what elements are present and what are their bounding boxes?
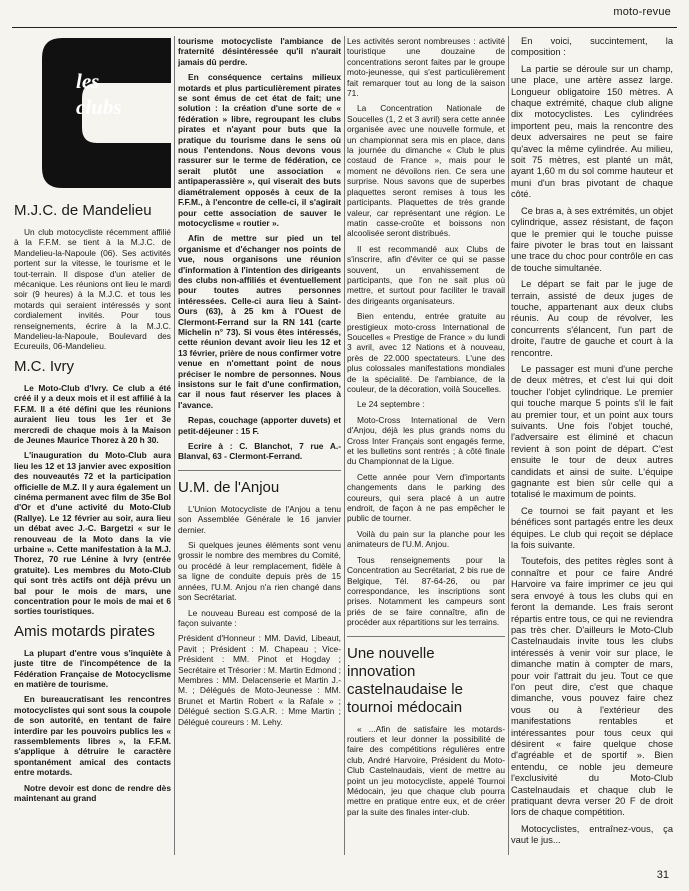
paragraph: Il est recommandé aux Clubs de s'inscrire, afin d'éviter ce qui se passe souvent, un envahissement de participants, que l'on ne sait plus où mettre, et surtout pour faciliter le travail des dirigeants organisateurs. (347, 243, 505, 306)
paragraph: La partie se déroule sur un champ, une place, une artère assez large. Longueur obligatoire 150 mètres. A chaque extrémité, chaque club aligne dix motocyclistes. Les cylindrées importent peu, mais la rencontre des deux adversaires ne peut se faire qu'avec la même cylindrée. Au milieu, soit 75 mètres, est planté un mât, ayant 1,60 m du sol comme hauteur et muni d'un bras pivotant de chaque côté. (511, 63, 673, 200)
section-title: Amis motards pirates (14, 622, 155, 640)
paragraph: Les activités seront nombreuses : activité touristique une douzaine de concentrations seront faites par le groupe moto-jeunesse, qui s'est particulièrement fait remarquer tout au long de la saison 71. (347, 36, 505, 99)
paragraph: L'inauguration du Moto-Club aura lieu les 12 et 13 janvier avec exposition des nouveautés 72 et la participation officielle de M.Z. Il y aura également un cinéma permanent avec film de 35e Bol d'Or et d'une activité du Moto-Club (Rallye). Le 12 février au soir, aura lieu un débat avec J.-C. Bargetzi « sur le renouveau de la Moto dans la vie urbaine ». Cette manifestation à la M.J. Thorez, 70 rue Lénine à Ivry (entrée gratuite). Les membres du Moto-Club qui sont très actifs ont déjà prévu un bal pour le mois de mars, une concentration pour le mois de mai et 6 sorties touristiques. (14, 450, 171, 617)
column-divider (344, 36, 345, 855)
paragraph: En voici, succintement, la composition : (511, 36, 673, 58)
section-title: M.C. Ivry (14, 357, 74, 375)
paragraph: Voilà du pain sur la planche pour les animateurs de l'U.M. Anjou. (347, 528, 505, 550)
column-divider (174, 36, 175, 855)
column-3 (347, 36, 505, 855)
logo-word-clubs: clubs (76, 95, 122, 119)
paragraph: Ce tournoi se fait payant et les bénéfices sont partagés entre les deux équipes. Le club qui reçoit se déplace la fois suivante. (511, 505, 673, 551)
section-title: Une nouvelle innovation castelnaudaise le tournoi médocain (347, 644, 463, 716)
paragraph: Le passager est muni d'une perche de deux mètres, et c'est lui qui doit toucher l'objet cylindrique. Le premier qui touche marque 5 points s'il le fait au premier tour, et un point aux tours suivants. Une fois l'objet touché, l'adversaire est éliminé et chacun revient à son point de départ. C'est ensuite le tour de deux autres candidats et ainsi de suite. L'équipe gagnante est bien sûr celle qui a totalisé le maximum de points. (511, 363, 673, 500)
paragraph: Ecrire à : C. Blanchot, 7 rue A.-Blanval, 63 - Clermont-Ferrand. (178, 441, 341, 462)
paragraph: Cette année pour Vern d'importants changements dans le parking des coureurs, qui sera placé à un autre endroit, de façon à ne pas empêcher le public de tourner. (347, 471, 505, 524)
paragraph: Motocyclistes, entraînez-vous, ça vaut le jus... (511, 823, 673, 846)
column-1 (14, 36, 171, 855)
paragraph: En bureaucratisant les rencontres motocyclistes qui sont sous la coupole de son autorité, en tentant de faire interdire par les pouvoirs publics les « rassemblements libres », la F.F.M. s'applique à détruire le caractère spontanément amical des contacts entre motards. (14, 694, 171, 778)
column-4 (511, 36, 673, 855)
section-title: U.M. de l'Anjou (178, 478, 280, 496)
paragraph: En conséquence certains milieux motards et plus particulièrement pirates se sont émus de cet état de fait; une solution : la création d'une sorte de « fédération » libre, regroupant les clubs pirates et n'ayant pour buts que la pratique du tourisme dans le sens où nous l'entendons. Nous devons vous rassurer sur le terme de fédération, ce serait plutôt une association « antipaperassière », qui viserait des buts diamétralement opposés à ceux de la F.F.M., à l'encontre de celle-ci, il s'agirait pour cette association de sauver le motocyclisme « routier ». (178, 72, 341, 228)
paragraph: Tous renseignements pour la Concentration au Secrétariat, 2 bis rue de Belgique, Tél. 87-64-26, ou par correspondance, les inscriptions sont prises. Notamment les campeurs sont priés de se faire connaître, afin de procéder aux répartitions sur les terrains. (347, 554, 505, 628)
paragraph: Afin de mettre sur pied un tel organisme et d'échanger nos points de vue, nous organisons une réunion d'information à l'intention des dirigeants des clubs non-affiliés et éventuellement pour toutes autres personnes intéressées. Celle-ci aura lieu à Saint-Ours (63), à 25 km à l'Ouest de Clermont-Ferrand sur la RN 141 (carte Michelin n° 73). Si vous êtes intéressés, cette réunion devant avoir lieu les 12 et 13 février, prière de nous confirmer votre venue en n'omettant point de nous préciser le nombre de personnes. Nous insistons sur le fait d'une confirmation, car il nous faut réserver les places à l'avance. (178, 233, 341, 410)
paragraph: Moto-Cross International de Vern d'Anjou, déjà les plus grands noms du Cross Inter Français sont engagés ferme, et les bulletins sont rentrés ; à côté finale du Championnat de la Ligue. (347, 414, 505, 467)
paragraph: Toutefois, des petites règles sont à connaître et pour ce faire André Harvoire va faire imprimer ce jeu qui sera envoyé à tous les clubs qui en feront la demande. Les frais seront répartis entre tous, ce qui ne reviendra pas très cher. D'ailleurs le Moto-Club Castelnaudais invite tous les clubs intéressés à venir voir sur place, le dimanche matin à compter de mars, pour voir l'attrait du jeu. Tout ce que l'on peut dire, c'est que chaque dimanche, vous pouvez faire chez vous ou à l'extérieur des manifestations rentables et intéressantes pour tous ceux qui désirent « faire quelque chose d'agréable et de sportif ». Bien entendu, ce noble jeu demeure l'exclusivité du Moto-Club Castelnaudais et chaque club le pratiquant devra verser 20 F de droit lors de chaque compétition. (511, 556, 673, 818)
paragraph: Le nouveau Bureau est composé de la façon suivante : (178, 607, 341, 628)
paragraph: Si quelques jeunes éléments sont venu grossir le nombre des membres du Comité, ou procédé à leur remplacement, fidèle à sa ligne de conduite depuis près de 15 années, l'U.M. Anjou n'a rien changé dans son Secrétariat. (178, 540, 341, 603)
column-2 (178, 36, 341, 855)
paragraph: Bien entendu, entrée gratuite au prestigieux moto-cross International de Soucelles « Prestige de France » du lundi 3 avril, avec 12 Nations et à nouveau, près de 22.000 spectateurs. L'une des plus colossales manifestations mondiales de la spécialité. De l'ambiance, de la couleur, de la décoration, voilà Soucelles. (347, 311, 505, 394)
paragraph: Ce bras a, à ses extrémités, un objet cylindrique, assez résistant, de façon que le premier qui le touche puisse faire pivoter le bras tout en laissant une trace du choc pour contrôle en cas de touche simultanée. (511, 205, 673, 273)
paragraph: Président d'Honneur : MM. David, Libeaut, Pavit ; Président : M. Chapeau ; Vice-Président : MM. Pinot et Hogday ; Secrétaire et Trésorier : M. Martin Edmond ; Membres : MM. Delacenserie et Martin J.-M. ; Délégués de Moto-Jeunesse : MM. Brunet et Martin Robert « la Rafale » ; Délégué section S.G.A.R. : Mme Martin ; Délégué coureurs : M. Lehy. (178, 633, 341, 727)
logo-word-les: les (76, 69, 100, 93)
paragraph: Repas, couchage (apporter duvets) et petit-déjeuner : 15 F. (178, 415, 341, 436)
paragraph: La plupart d'entre vous s'inquiète à juste titre de l'incompétence de la Fédération Française de Motocyclisme en matière de tourisme. (14, 647, 171, 690)
header-rule (12, 27, 677, 28)
page-number: 31 (656, 869, 669, 881)
section-rule (347, 636, 505, 637)
paragraph: L'Union Motocycliste de l'Anjou a tenu son Assemblée Générale le 16 janvier dernier. (178, 503, 341, 535)
section-title: M.J.C. de Mandelieu (14, 202, 152, 219)
paragraph: Le 24 septembre : (357, 399, 425, 410)
paragraph: Le départ se fait par le juge de terrain, assisté de deux juges de touche, appartenant aux deux clubs réunis. Au coup de révolver, les concurrents s'élancent, l'un part de droite, l'autre de gauche et court à la rencontre. (511, 279, 673, 358)
paragraph: Un club motocycliste récemment affilié à la F.F.M. se tient à la M.J.C. de Mandelieu-la-Napoule (06). Ses activités portent sur la vitesse, le tourisme et le tout-terrain. Il dispose d'un atelier de mécanique. Les réunions ont lieu le mardi soir (9 heures) à la M.J.C. et tous les motards qui seraient intéressés y sont cordialement invités. Pour tous renseignements, écrire à la M.J.C. Mandelieu-la-Napoule, Boulevard des Ecureuils, 06-Mandelieu. (14, 227, 171, 352)
paragraph: tourisme motocycliste l'ambiance de fraternité désintéressée qu'il n'aurait jamais dû perdre. (178, 36, 341, 67)
paragraph: Notre devoir est donc de rendre dès maintenant au grand (14, 782, 171, 804)
magazine-title: moto-revue (613, 6, 671, 18)
paragraph: Le Moto-Club d'Ivry. Ce club a été créé il y a deux mois et il est affilié à la F.F.M. Il a été défini que les réunions auraient lieu tous les 1er et 3e mercredi de chaque mois à la Maison de Jeunes Maurice Thorez à 20 h 30. (14, 382, 171, 445)
paragraph: La Concentration Nationale de Soucelles (1, 2 et 3 avril) sera cette année organisée avec une nouvelle formule, et un championnat sera mis en place, dans la journée du dimanche « Club le plus costaud de France », mais pour le moment ne dévoilons rien. Ce sera une surprise. Nous savons que de superbes plaquettes seront remises à tous les participants. Plaquettes de très grande valeur, car représentant une région. Le matin casse-croûte et boissons non alcoolisée seront distribués. (347, 103, 505, 239)
column-divider (508, 36, 509, 855)
clubs-logo (14, 36, 171, 196)
paragraph: « ...Afin de satisfaire les motards-routiers et leur donner la possibilité de faire des compétitions régulières entre club, André Harvoire, Président du Moto-Club Castelnaudais, vient de mettre au point un jeu motocycliste, appelé Tournoi Médocain, jeu que chaque club pourra mettre en pratique entre eux, et de créer par la suite des finales inter-club. (347, 723, 505, 817)
section-rule (178, 470, 341, 471)
